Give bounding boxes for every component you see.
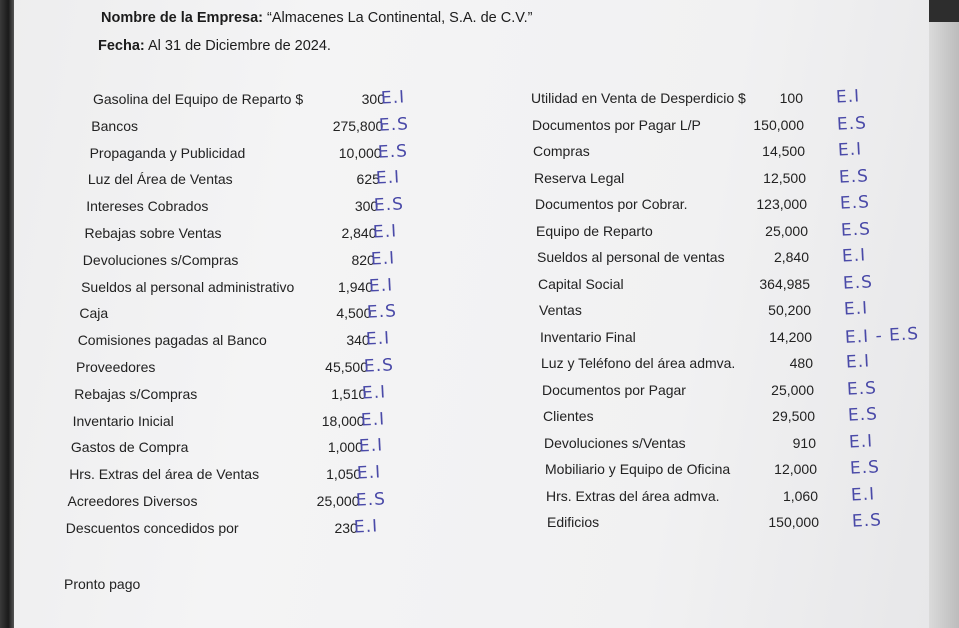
company-name: “Almacenes La Continental, S.A. de C.V.” (267, 10, 533, 26)
account-row (70, 435, 384, 461)
account-name: Rebajas s/Compras (74, 385, 198, 402)
account-amount: 25,000 (316, 493, 360, 509)
handwritten-mark: E.S (354, 489, 386, 511)
account-row (535, 192, 871, 218)
handwritten-mark: E.S (838, 165, 870, 188)
account-row (540, 323, 920, 351)
account-row (87, 167, 401, 193)
account-name: Luz y Teléfono del área admva. (541, 355, 736, 371)
account-amount: 25,000 (771, 381, 814, 398)
handwritten-mark: E.I (380, 87, 406, 109)
account-row (541, 351, 871, 377)
account-name: Compras (533, 143, 590, 159)
handwritten-mark: E.I - E.S (844, 323, 920, 348)
account-name: Proveedores (76, 359, 156, 375)
account-row (538, 271, 874, 298)
account-row (537, 245, 867, 271)
account-name: Clientes (543, 408, 594, 424)
handwritten-mark: E.I (356, 462, 382, 484)
account-name: Descuentos concedidos por (65, 519, 239, 536)
handwritten-mark: E.I (843, 298, 869, 320)
account-row (77, 328, 391, 354)
account-name: Hrs. Extras del área admva. (546, 487, 720, 504)
handwritten-mark: E.I (370, 248, 396, 270)
account-amount: 150,000 (768, 514, 819, 530)
account-amount: 123,000 (756, 196, 807, 212)
account-row (93, 87, 406, 113)
account-row (539, 298, 869, 324)
account-amount: 18,000 (321, 412, 365, 429)
account-name: Bancos (91, 117, 138, 134)
account-row (532, 112, 868, 139)
account-row (82, 248, 396, 274)
account-name: Capital Social (538, 275, 624, 292)
account-amount: 4,500 (336, 305, 372, 322)
account-amount: 625 (356, 171, 380, 188)
account-amount: 300 (361, 91, 385, 107)
background-edge (929, 0, 959, 628)
handwritten-mark: E.I (371, 221, 398, 243)
account-amount: 300 (354, 198, 379, 215)
account-name: Reserva Legal (534, 169, 625, 186)
account-amount: 364,985 (759, 275, 810, 292)
account-amount: 1,000 (327, 439, 363, 456)
account-name: Sueldos al personal administrativo (81, 278, 295, 295)
account-row (547, 510, 883, 536)
handwritten-mark: E.S (840, 218, 872, 241)
handwritten-mark: E.S (373, 194, 405, 216)
handwritten-mark: E.I (835, 86, 861, 108)
account-row (65, 516, 379, 542)
handwritten-mark: E.I (848, 430, 874, 453)
account-amount: 2,840 (341, 225, 377, 241)
handwritten-mark: E.S (839, 192, 871, 214)
account-amount: 480 (789, 355, 813, 371)
account-name: Devoluciones s/Compras (82, 251, 239, 268)
account-row (84, 221, 398, 247)
account-amount: 275,800 (332, 117, 384, 134)
handwritten-mark: E.I (375, 167, 401, 190)
left-tail-text: Pronto pago (64, 576, 141, 592)
handwritten-mark: E.S (378, 114, 410, 136)
account-name: Hrs. Extras del área de Ventas (69, 466, 260, 483)
handwritten-mark: E.S (836, 112, 868, 135)
account-amount: 230 (334, 519, 358, 536)
account-row (74, 382, 387, 408)
account-row (544, 430, 874, 457)
account-name: Documentos por Pagar (542, 381, 686, 398)
handwritten-mark: E.S (366, 301, 398, 324)
account-row (536, 218, 872, 245)
handwritten-mark: E.I (850, 483, 876, 506)
account-name: Utilidad en Venta de Desperdicio $ (531, 90, 746, 106)
account-row (533, 139, 863, 165)
account-name: Comisiones pagadas al Banco (77, 332, 267, 349)
account-name: Intereses Cobrados (86, 198, 209, 215)
handwritten-mark: E.I (360, 408, 386, 431)
account-amount: 14,200 (769, 328, 812, 345)
handwritten-mark: E.S (847, 404, 879, 426)
handwritten-mark: E.S (377, 140, 409, 163)
account-row (542, 377, 878, 404)
account-name: Inventario Inicial (72, 412, 174, 429)
account-row (81, 274, 394, 301)
handwritten-mark: E.S (851, 510, 883, 532)
account-name: Sueldos al personal de ventas (537, 249, 725, 265)
handwritten-mark: E.I (365, 328, 391, 350)
account-name: Equipo de Reparto (536, 222, 653, 239)
handwritten-mark: E.I (361, 382, 387, 404)
account-amount: 50,200 (768, 302, 811, 318)
account-row (69, 462, 382, 488)
handwritten-mark: E.I (368, 274, 394, 297)
account-name: Edificios (547, 514, 600, 530)
account-row (545, 457, 881, 483)
account-amount: 12,000 (774, 461, 817, 477)
account-row (534, 165, 870, 192)
account-name: Inventario Final (540, 328, 636, 345)
account-row (543, 404, 879, 430)
account-name: Gasolina del Equipo de Reparto $ (93, 91, 304, 107)
account-row (91, 114, 410, 140)
account-row (79, 301, 398, 327)
account-row (531, 86, 861, 112)
account-row (546, 483, 876, 510)
binder-edge (0, 0, 14, 628)
account-amount: 100 (779, 90, 803, 106)
account-name: Rebajas sobre Ventas (84, 225, 222, 241)
account-amount: 910 (792, 434, 816, 451)
account-amount: 1,510 (331, 385, 367, 402)
account-row (86, 194, 405, 220)
handwritten-mark: E.S (846, 377, 878, 400)
account-name: Propaganda y Publicidad (89, 144, 246, 161)
handwritten-mark: E.S (849, 457, 881, 479)
account-amount: 1,050 (326, 466, 362, 483)
account-amount: 1,060 (782, 487, 818, 504)
account-row (89, 140, 409, 167)
account-amount: 45,500 (325, 359, 368, 375)
handwritten-mark: E.I (358, 435, 384, 458)
account-amount: 10,000 (338, 144, 382, 161)
date-value: Al 31 de Diciembre de 2024. (147, 38, 331, 54)
account-amount: 12,500 (763, 169, 806, 186)
account-amount: 1,940 (338, 278, 374, 295)
account-row (67, 489, 386, 515)
account-amount: 29,500 (772, 408, 815, 424)
account-name: Documentos por Pagar L/P (532, 116, 701, 133)
company-line (101, 10, 532, 26)
handwritten-mark: E.I (841, 245, 867, 267)
account-amount: 2,840 (773, 249, 809, 265)
account-name: Documentos por Cobrar. (535, 196, 688, 212)
handwritten-mark: E.I (353, 516, 379, 538)
account-name: Acreedores Diversos (67, 493, 198, 509)
account-amount: 820 (351, 251, 375, 268)
account-row (76, 355, 395, 381)
account-name: Mobiliario y Equipo de Oficina (545, 461, 731, 477)
account-name: Gastos de Compra (70, 439, 189, 456)
handwritten-mark: E.S (363, 355, 395, 377)
account-amount: 14,500 (762, 143, 805, 159)
handwritten-mark: E.I (837, 139, 863, 161)
account-name: Ventas (539, 302, 582, 318)
account-name: Luz del Área de Ventas (87, 171, 233, 188)
account-amount: 150,000 (753, 116, 804, 133)
company-label: Nombre de la Empresa: (101, 10, 263, 26)
date-label: Fecha: (98, 38, 145, 54)
date-line (98, 38, 331, 54)
account-row (72, 408, 386, 435)
account-name: Devoluciones s/Ventas (544, 434, 686, 451)
handwritten-mark: E.I (845, 351, 871, 373)
account-name: Caja (79, 305, 109, 322)
account-amount: 25,000 (765, 222, 808, 239)
account-amount: 340 (346, 332, 370, 349)
handwritten-mark: E.S (842, 271, 874, 294)
